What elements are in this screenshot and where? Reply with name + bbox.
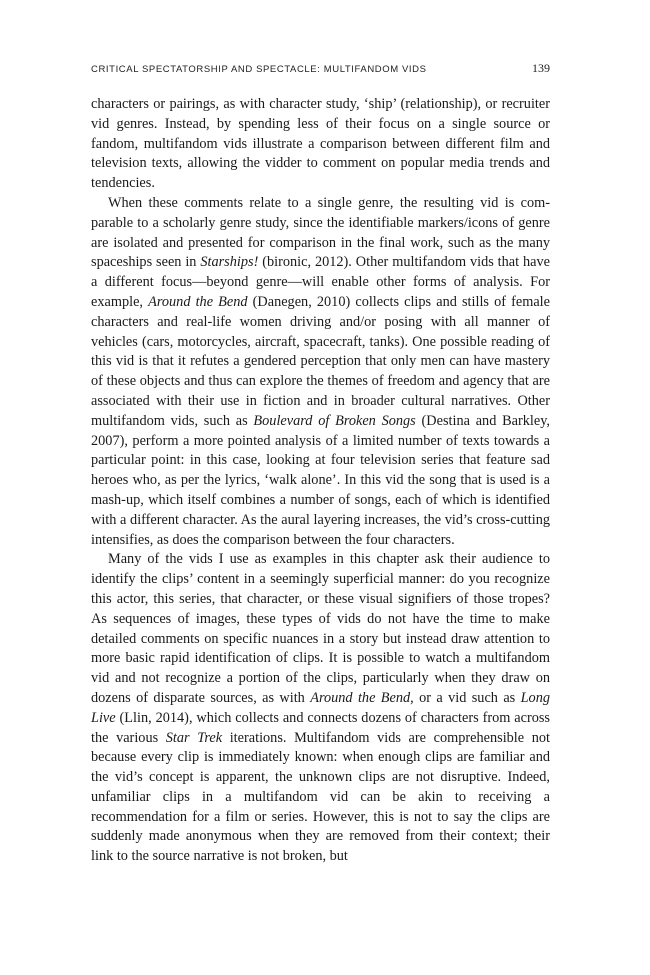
text-run: (Danegen, 2010) collects clips and stills of female characters and real-life women driving and/or posing with all manner of vehicles (cars, motorcycles, aircraft, spacecraft, tanks). One possible reading of this vid is that it refutes a gendered perception that only men can have mastery of these objects and thus can explore the themes of freedom and agency that are associated with their use in fiction and in broader cultural narratives. Other multifandom vids, such as <box>91 293 550 429</box>
italic-title: Long Live <box>91 689 551 726</box>
text-run: (bironic, 2012). Other multifandom vids that have a different focus—beyond genre—will enable other forms of analysis. For example, <box>91 254 550 310</box>
text-run: Many of the vids I use as examples in this chapter ask their audience to identify the clips’ content in a seemingly superficial manner: do you recognize this actor, this series, that character, or these visual signifiers of those tropes? As sequences of images, these types of vids do not have the time to make detailed comments on specific nuances in a story but instead draw attention to more basic rapid identification of clips. It is possible to watch a multifandom vid and not recognize a portion of the clips, particularly when they draw on dozens of disparate sources, as with <box>91 551 550 706</box>
italic-title: Around the Bend <box>148 293 248 310</box>
running-header <box>91 61 550 76</box>
paragraph <box>91 194 550 550</box>
italic-title: Star Trek <box>165 729 223 746</box>
text-run: When these comments relate to a single genre, the resulting vid is comparable to a scholarly genre study, since the identifiable markers/icons of genre are isolated and presented for comparison in the final work, such as the many spaceships seen in <box>91 194 550 271</box>
running-title: CRITICAL SPECTATORSHIP AND SPECTACLE: MULTIFANDOM VIDS <box>91 64 427 75</box>
page-number: 139 <box>532 61 550 75</box>
paragraph <box>91 550 550 867</box>
text-run: (Destina and Barkley, 2007), perform a more pointed analysis of a limited number of texts towards a particular point: in this case, looking at four television series that feature sad heroes who, as per the lyrics, ‘walk alone’. In this vid the song that is used is a mash-up, which itself combines a number of songs, each of which is identified with a different character. As the aural layering increases, the vid’s cross-cutting intensifies, as does the comparison between the four characters. <box>91 412 550 548</box>
text-run: , or a vid such as <box>410 689 521 706</box>
body-text <box>91 95 550 867</box>
italic-title: Starships! <box>200 254 259 271</box>
italic-title: Boulevard of Broken Songs <box>253 412 416 429</box>
text-run: characters or pairings, as with character study, ‘ship’ (relationship), or recruiter vid genres. Instead, by spending less of their focus on a single source or fandom, multifandom vids illustrate a comparison between different film and television texts, allowing the vidder to comment on popular media trends and tendencies. <box>91 96 550 192</box>
text-run: iterations. Multifandom vids are comprehensible not because every clip is immediately known: when enough clips are familiar and the vid’s concept is apparent, the unknown clips are not disruptive. Indeed, unfamiliar clips in a multifandom vid can be akin to receiving a recommendation for a film or series. However, this is not to say the clips are suddenly made anonymous when they are removed from their context; their link to the source narrative is not broken, but <box>91 729 550 865</box>
text-run: (Llin, 2014), which collects and connects dozens of characters from across the various <box>91 709 550 746</box>
italic-title: Around the Bend <box>310 689 411 706</box>
paragraph <box>91 95 550 194</box>
